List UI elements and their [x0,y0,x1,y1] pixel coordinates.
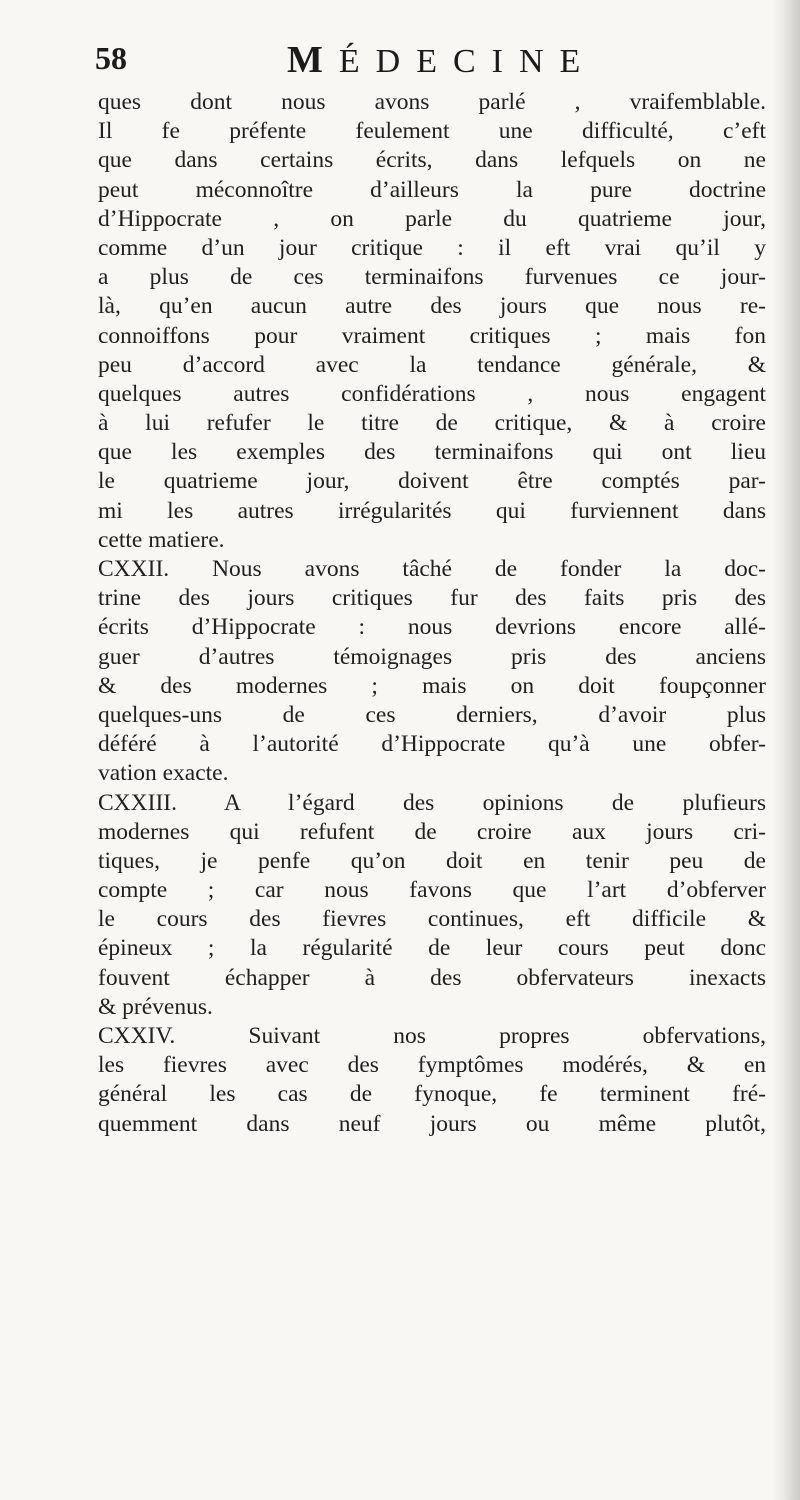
text-line: fouvent échapper à des obfervateurs inexacts [98,964,766,991]
text-line: trine des jours critiques fur des faits pris des [98,585,766,612]
page-number: 58 [95,40,127,76]
text-line: quelques-uns de ces derniers, d’avoir plus [98,701,766,728]
text-line: les fievres avec des fymptômes modérés, & en [98,1052,766,1079]
text-line: que les exemples des terminaifons qui ont lieu [98,439,766,466]
text-line: a plus de ces terminaifons furvenues ce jour- [98,264,766,291]
text-line: le cours des fievres continues, eft difficile & [98,906,766,933]
text-line: modernes qui refufent de croire aux jours cri- [98,818,766,845]
page-header [95,38,785,88]
text-line: CXXII. Nous avons tâché de fonder la doc- [98,556,766,582]
body-text [98,88,766,1139]
text-line: à lui refufer le titre de critique, & à croire [98,410,766,437]
text-line: Il fe préfente feulement une difficulté, c’eft [98,118,766,145]
text-line: & prévenus. [98,993,213,1020]
text-line: comme d’un jour critique : il eft vrai qu’il y [98,234,766,261]
text-line: que dans certains écrits, dans lefquels on ne [98,147,766,174]
running-title-rest: ÉDECINE [338,43,597,80]
text-line: & des modernes ; mais on doit foupçonner [98,672,766,699]
text-line: le quatrieme jour, doivent être comptés par- [98,468,766,495]
text-line: épineux ; la régularité de leur cours peut donc [98,935,766,962]
text-line: mi les autres irrégularités qui furviennent dans [98,497,766,524]
page-edge-shadow [772,0,800,1500]
running-title [287,38,596,82]
text-line: compte ; car nous favons que l’art d’obferver [98,877,766,904]
text-line: là, qu’en aucun autre des jours que nous re- [98,293,766,320]
text-line: cette matiere. [98,526,225,553]
text-line: CXXIII. A l’égard des opinions de plufieurs [98,789,766,816]
text-line: vation exacte. [98,760,229,787]
text-line: peu d’accord avec la tendance générale, & [98,351,766,378]
text-line: ques dont nous avons parlé , vraifemblable. [98,89,766,115]
text-line: général les cas de fynoque, fe terminent fré- [98,1081,766,1108]
text-line: guer d’autres témoignages pris des anciens [98,643,766,670]
text-line: quemment dans neuf jours ou même plutôt, [98,1110,766,1137]
text-line: connoiffons pour vraiment critiques ; mais fon [98,322,766,349]
text-line: écrits d’Hippocrate : nous devrions encore allé- [98,614,766,641]
text-line: quelques autres confidérations , nous engagent [98,380,766,407]
text-line: CXXIV. Suivant nos propres obfervations, [98,1023,766,1049]
text-line: d’Hippocrate , on parle du quatrieme jour, [98,205,766,232]
text-line: déféré à l’autorité d’Hippocrate qu’à une obfer- [98,731,766,758]
running-title-initial: M [287,39,339,81]
text-line: tiques, je penfe qu’on doit en tenir peu de [98,847,766,874]
text-line: peut méconnoître d’ailleurs la pure doctrine [98,176,766,203]
